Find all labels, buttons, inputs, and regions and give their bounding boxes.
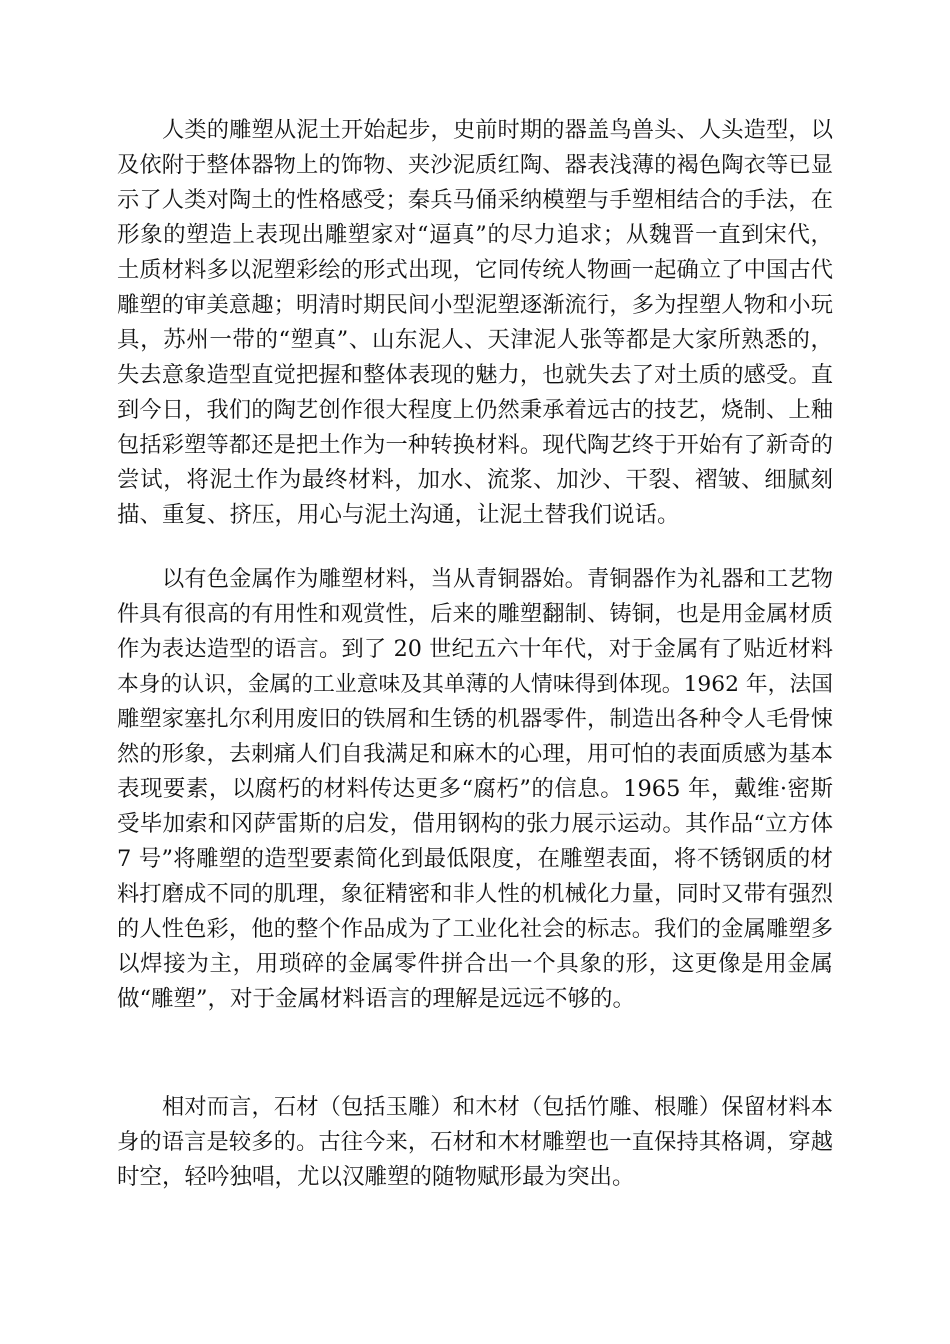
paragraph-line: 尝试，将泥土作为最终材料，加水、流浆、加沙、干裂、褶皱、细腻刻 <box>117 467 833 493</box>
paragraph-line: 以有色金属作为雕塑材料，当从青铜器始。青铜器作为礼器和工艺物 <box>162 566 833 592</box>
paragraph-line: 描、重复、挤压，用心与泥土沟通，让泥土替我们说话。 <box>117 502 680 528</box>
paragraph-line: 相对而言，石材（包括玉雕）和木材（包括竹雕、根雕）保留材料本 <box>162 1094 833 1120</box>
paragraph-line: 的人性色彩，他的整个作品成为了工业化社会的标志。我们的金属雕塑多 <box>117 916 833 942</box>
paragraph-line: 作为表达造型的语言。到了 20 世纪五六十年代，对于金属有了贴近材料 <box>117 636 833 662</box>
paragraph-line: 示了人类对陶土的性格感受；秦兵马俑采纳模塑与手塑相结合的手法，在 <box>117 187 833 213</box>
paragraph-line: 以焊接为主，用琐碎的金属零件拼合出一个具象的形，这更像是用金属 <box>117 951 833 977</box>
paragraph-line: 时空，轻吟独唱，尤以汉雕塑的随物赋形最为突出。 <box>117 1164 635 1190</box>
paragraph-line: 雕塑家塞扎尔利用废旧的铁屑和生锈的机器零件，制造出各种令人毛骨悚 <box>117 706 833 732</box>
paragraph-line: 包括彩塑等都还是把土作为一种转换材料。现代陶艺终于开始有了新奇的 <box>117 432 833 458</box>
paragraph-line: 到今日，我们的陶艺创作很大程度上仍然秉承着远古的技艺，烧制、上釉 <box>117 397 833 423</box>
paragraph-clay-sculpture <box>117 113 833 533</box>
paragraph-line: 土质材料多以泥塑彩绘的形式出现，它同传统人物画一起确立了中国古代 <box>117 257 833 283</box>
paragraph-metal-sculpture <box>117 562 833 1017</box>
paragraph-line: 本身的认识，金属的工业意味及其单薄的人情味得到体现。1962 年，法国 <box>117 672 833 697</box>
paragraph-line: 及依附于整体器物上的饰物、夹沙泥质红陶、器表浅薄的褐色陶衣等已显 <box>117 152 833 178</box>
paragraph-line: 失去意象造型直觉把握和整体表现的魅力，也就失去了对土质的感受。直 <box>117 362 833 388</box>
paragraph-line: 人类的雕塑从泥土开始起步，史前时期的器盖鸟兽头、人头造型，以 <box>162 117 833 143</box>
paragraph-line: 件具有很高的有用性和观赏性，后来的雕塑翻制、铸铜，也是用金属材质 <box>117 601 833 627</box>
paragraph-line: 表现要素，以腐朽的材料传达更多“腐朽”的信息。1965 年，戴维·密斯 <box>117 776 833 802</box>
paragraph-stone-wood-sculpture <box>117 1090 833 1195</box>
paragraph-line: 7 号”将雕塑的造型要素简化到最低限度，在雕塑表面，将不锈钢质的材 <box>117 846 833 872</box>
paragraph-line: 料打磨成不同的肌理，象征精密和非人性的机械化力量，同时又带有强烈 <box>117 881 833 907</box>
paragraph-line: 具，苏州一带的“塑真”、山东泥人、天津泥人张等都是大家所熟悉的， <box>117 327 833 353</box>
paragraph-line: 做“雕塑”，对于金属材料语言的理解是远远不够的。 <box>117 986 636 1012</box>
paragraph-line: 受毕加索和冈萨雷斯的启发，借用钢构的张力展示运动。其作品“立方体 <box>117 811 833 837</box>
paragraph-line: 身的语言是较多的。古往今来，石材和木材雕塑也一直保持其格调，穿越 <box>117 1129 833 1155</box>
paragraph-line: 形象的塑造上表现出雕塑家对“逼真”的尽力追求；从魏晋一直到宋代， <box>117 222 833 248</box>
paragraph-line: 然的形象，去刺痛人们自我满足和麻木的心理，用可怕的表面质感为基本 <box>117 741 833 767</box>
paragraph-line: 雕塑的审美意趣；明清时期民间小型泥塑逐渐流行，多为捏塑人物和小玩 <box>117 292 833 318</box>
